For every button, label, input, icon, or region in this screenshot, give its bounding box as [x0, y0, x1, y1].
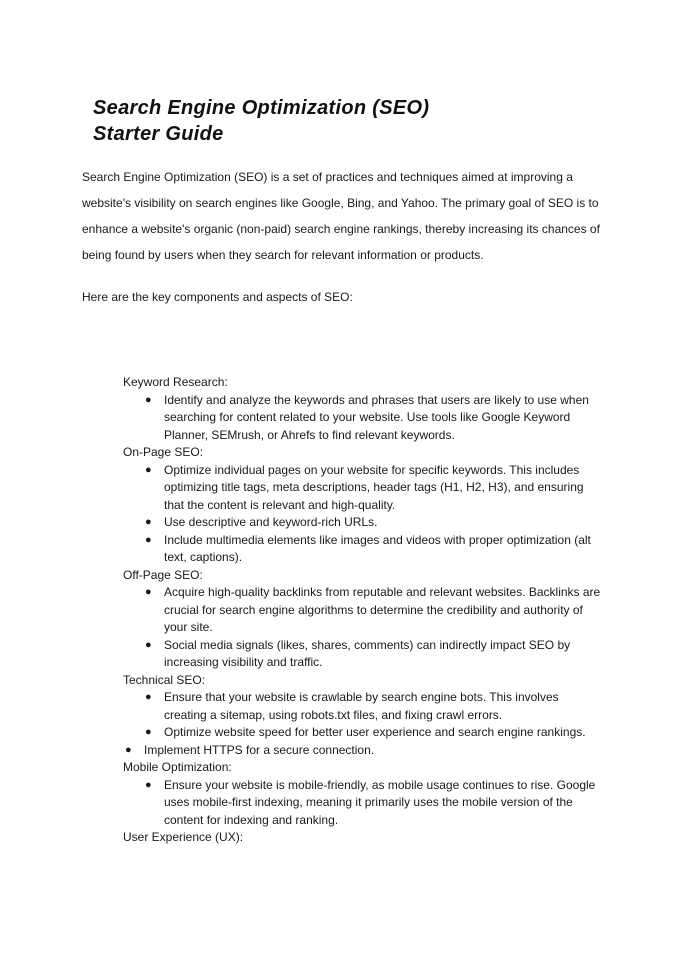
list-item-text: Social media signals (likes, shares, comments) can indirectly impact SEO by increasing visibility and traffic.: [164, 637, 571, 669]
list-item: [123, 462, 603, 515]
list-item: [123, 724, 603, 742]
bullet-icon: ●: [145, 726, 152, 738]
section-technical-seo: [123, 672, 603, 760]
flat-list-item: [123, 742, 603, 760]
section-off-page-seo: [123, 567, 603, 672]
title-line-1: Search Engine Optimization (SEO): [93, 97, 430, 119]
seo-sections: [123, 374, 603, 847]
list-item-text: Optimize website speed for better user experience and search engine rankings.: [164, 725, 586, 739]
bullet-icon: ●: [145, 516, 152, 528]
section-heading: Keyword Research:: [123, 375, 228, 389]
bullet-list: [123, 392, 603, 445]
bullet-icon: ●: [145, 691, 152, 703]
list-item: [123, 689, 603, 724]
bullet-list: [123, 689, 603, 742]
section-mobile-optimization: [123, 759, 603, 829]
list-item: [123, 392, 603, 445]
list-item-text: Implement HTTPS for a secure connection.: [144, 742, 375, 757]
list-item-text: Ensure that your website is crawlable by search engine bots. This involves creating a sitemap, using robots.txt files, and fixing crawl errors.: [164, 690, 559, 722]
bullet-icon: ●: [145, 778, 152, 791]
bullet-icon: ●: [145, 638, 152, 651]
bullet-list: [123, 584, 603, 672]
bullet-icon: ●: [145, 463, 152, 476]
list-item-text: Use descriptive and keyword-rich URLs.: [164, 515, 378, 529]
bullet-icon: ●: [145, 586, 152, 598]
section-user-experience: [123, 829, 603, 847]
bullet-list: [123, 777, 603, 830]
bullet-list: [123, 462, 603, 567]
list-item: [123, 514, 603, 532]
page-title: [93, 95, 613, 147]
title-line-2: Starter Guide: [93, 123, 224, 145]
section-keyword-research: [123, 374, 603, 444]
bullet-icon: ●: [145, 393, 152, 406]
section-heading: Technical SEO:: [123, 672, 206, 687]
intro-paragraph: Search Engine Optimization (SEO) is a set of practices and techniques aimed at improving a website's visibility on search engines like Google, Bing, and Yahoo. The primary goal of SEO is to enhance a website's organic (non-paid) search engine rankings, thereby increasing its chances of being found by users when they search for relevant information or products.: [82, 170, 600, 262]
section-heading: Mobile Optimization:: [123, 760, 232, 774]
list-item-text: Optimize individual pages on your website for specific keywords. This includes optimizing title tags, meta descriptions, header tags (H1, H2, H3), and ensuring that the content is relevant and high-quality.: [164, 462, 584, 512]
list-item-text: Identify and analyze the keywords and phrases that users are likely to use when searching for content related to your website. Use tools like Google Keyword Planner, SEMrush, or Ahrefs to find relevant keywords.: [164, 392, 589, 442]
bullet-icon: ●: [145, 533, 152, 546]
list-item: [123, 637, 603, 672]
section-heading: Off-Page SEO:: [123, 567, 203, 582]
list-item-text: Acquire high-quality backlinks from reputable and relevant websites. Backlinks are crucial for search engine algorithms to determine the credibility and authority of your site.: [164, 585, 601, 634]
list-item: [123, 777, 603, 830]
list-item: [123, 532, 603, 567]
section-on-page-seo: [123, 444, 603, 567]
list-item-text: Include multimedia elements like images and videos with proper optimization (alt text, captions).: [164, 532, 591, 564]
section-heading: User Experience (UX):: [123, 830, 244, 844]
section-heading: On-Page SEO:: [123, 445, 204, 459]
list-item: [123, 584, 603, 637]
lead-sentence: Here are the key components and aspects of SEO:: [82, 290, 353, 304]
list-item-text: Ensure your website is mobile-friendly, as mobile usage continues to rise. Google uses mobile-first indexing, meaning it primarily uses the mobile version of the content for indexing and ranking.: [164, 777, 596, 827]
bullet-icon: ●: [125, 743, 132, 756]
